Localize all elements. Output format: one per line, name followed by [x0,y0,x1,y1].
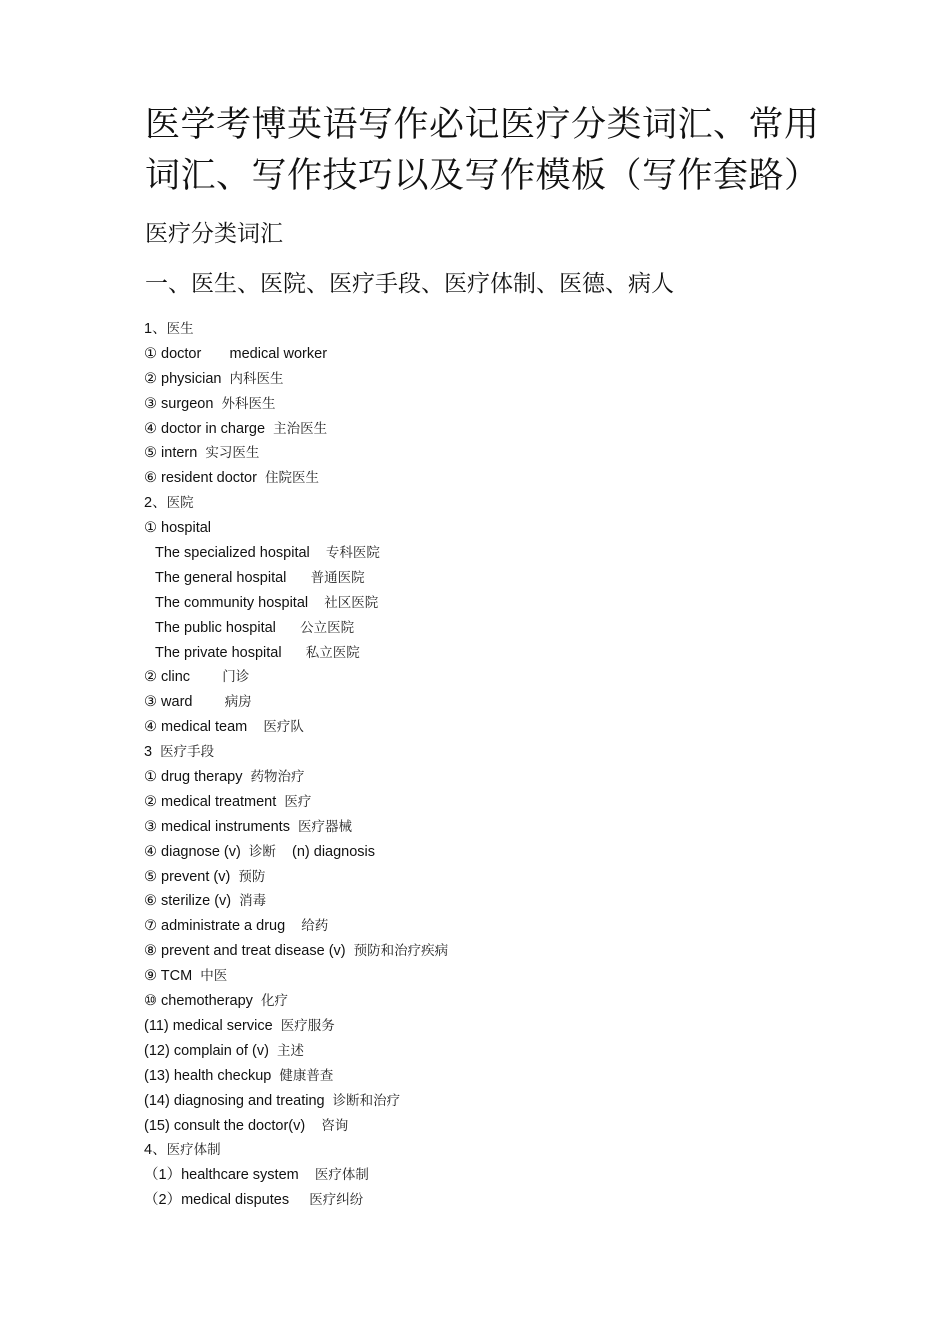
vocabulary-list [144,317,844,1213]
vocab-english: ④ doctor in charge [144,420,274,437]
vocab-english: ① drug therapy [144,769,251,786]
vocab-chinese: 医疗体制 [166,1142,221,1159]
vocab-line [144,342,844,367]
vocab-english: The specialized hospital [155,545,326,562]
vocab-line [144,417,844,442]
vocab-line [144,616,844,641]
vocab-english: 4、 [144,1142,167,1159]
section-heading: 医疗分类词汇 [145,221,283,247]
vocab-english: The general hospital [155,569,311,586]
vocab-line [144,715,844,740]
vocab-line [144,889,844,914]
vocab-chinese: 给药 [301,918,329,935]
vocab-chinese: 门诊 [222,669,250,686]
vocab-english: ⑤ prevent (v) [144,868,239,885]
vocab-english: ⑥ sterilize (v) [144,893,240,910]
vocab-line [144,566,844,591]
vocab-chinese: 专科医院 [325,545,380,562]
vocab-english-extra: (n) diagnosis [275,843,376,860]
vocab-english: ② clinc [144,669,223,686]
vocab-chinese: 外科医生 [221,395,276,412]
vocab-english: ① hospital [144,520,212,537]
vocab-chinese: 预防和治疗疾病 [353,943,449,960]
vocab-english: ⑧ prevent and treat disease (v) [144,943,354,960]
subsection-heading: 一、医生、医院、医疗手段、医疗体制、医德、病人 [145,271,674,297]
vocab-line [144,790,844,815]
vocab-line [144,914,844,939]
vocab-chinese: 私立医院 [305,644,360,661]
vocab-line [144,665,844,690]
vocab-english: (15) consult the doctor(v) [144,1117,322,1134]
vocab-english: ⑤ intern [144,445,206,462]
vocab-chinese: 医疗服务 [280,1017,335,1034]
vocab-line [144,765,844,790]
vocab-english: (11) medical service [144,1017,281,1034]
vocab-chinese: 实习医生 [205,445,260,462]
vocab-english: (12) complain of (v) [144,1042,277,1059]
vocab-english: The public hospital [155,619,301,636]
vocab-chinese: 社区医院 [324,594,379,611]
vocab-chinese: 医疗器械 [298,818,353,835]
vocab-chinese: 中医 [200,968,228,985]
vocab-chinese: 公立医院 [300,619,355,636]
vocab-chinese: 主述 [276,1042,304,1059]
vocab-line [144,939,844,964]
vocab-english: The private hospital [155,644,306,661]
vocab-chinese: 医疗手段 [160,744,215,761]
vocab-line [144,1039,844,1064]
vocab-line [144,740,844,765]
vocab-english: ④ diagnose (v) [144,843,249,860]
vocab-line [144,491,844,516]
vocab-english: ⑩ chemotherapy [144,993,261,1010]
vocab-chinese: 医疗 [284,793,312,810]
vocab-english: The community hospital [155,594,325,611]
vocab-line [144,367,844,392]
vocab-english: （2）medical disputes [144,1192,310,1209]
vocab-english: ② physician [144,370,230,387]
vocab-line [144,989,844,1014]
vocab-english: ⑥ resident doctor [144,470,265,487]
vocab-line [144,466,844,491]
vocab-chinese: 住院医生 [265,470,319,487]
vocab-english: ④ medical team [144,719,264,736]
vocab-english: ③ surgeon [144,395,222,412]
vocab-line [144,1089,844,1114]
vocab-english: ① doctor medical worker [144,345,328,362]
vocab-english: (13) health checkup [144,1067,280,1084]
vocab-chinese: 医疗体制 [314,1167,369,1184]
vocab-chinese: 内科医生 [229,370,284,387]
vocab-chinese: 诊断和治疗 [332,1092,401,1109]
vocab-chinese: 预防 [238,868,266,885]
vocab-chinese: 医院 [166,495,194,512]
vocab-line [144,1163,844,1188]
vocab-chinese: 主治医生 [273,420,328,437]
vocab-line [144,1064,844,1089]
vocab-english: （1）healthcare system [144,1167,315,1184]
vocab-line [144,591,844,616]
vocab-line [144,516,844,541]
vocab-chinese: 药物治疗 [250,769,305,786]
vocab-chinese: 医疗队 [263,719,304,736]
vocab-english: ⑨ TCM [144,968,201,985]
vocab-chinese: 医生 [166,321,194,337]
vocab-english: ⑦ administrate a drug [144,918,302,935]
vocab-line [144,815,844,840]
vocab-chinese: 化疗 [260,993,288,1010]
vocab-english: ③ ward [144,694,225,711]
vocab-english: (14) diagnosing and treating [144,1092,333,1109]
vocab-chinese: 病房 [224,694,252,711]
vocab-line [144,840,844,865]
vocab-line [144,1014,844,1039]
vocab-english: 2、 [144,495,167,512]
vocab-line [144,1188,844,1213]
vocab-line [144,441,844,466]
vocab-chinese: 普通医院 [310,569,365,586]
document-title: 医学考博英语写作必记医疗分类词汇、常用词汇、写作技巧以及写作模板（写作套路） [145,105,820,196]
vocab-line [144,964,844,989]
vocab-english: ② medical treatment [144,793,285,810]
vocab-line [144,865,844,890]
vocab-line [144,690,844,715]
vocab-chinese: 医疗纠纷 [309,1192,364,1209]
vocab-chinese: 诊断 [248,843,276,860]
vocab-line [144,541,844,566]
vocab-line [144,641,844,666]
vocab-line [144,392,844,417]
vocab-line [144,317,844,342]
vocab-chinese: 消毒 [239,893,267,910]
vocab-chinese: 健康普查 [279,1067,334,1084]
vocab-english: ③ medical instruments [144,818,299,835]
vocab-english: 1、 [144,321,167,337]
vocab-chinese: 咨询 [321,1117,349,1134]
vocab-line [144,1114,844,1139]
vocab-english: 3 [144,744,161,761]
vocab-line [144,1138,844,1163]
